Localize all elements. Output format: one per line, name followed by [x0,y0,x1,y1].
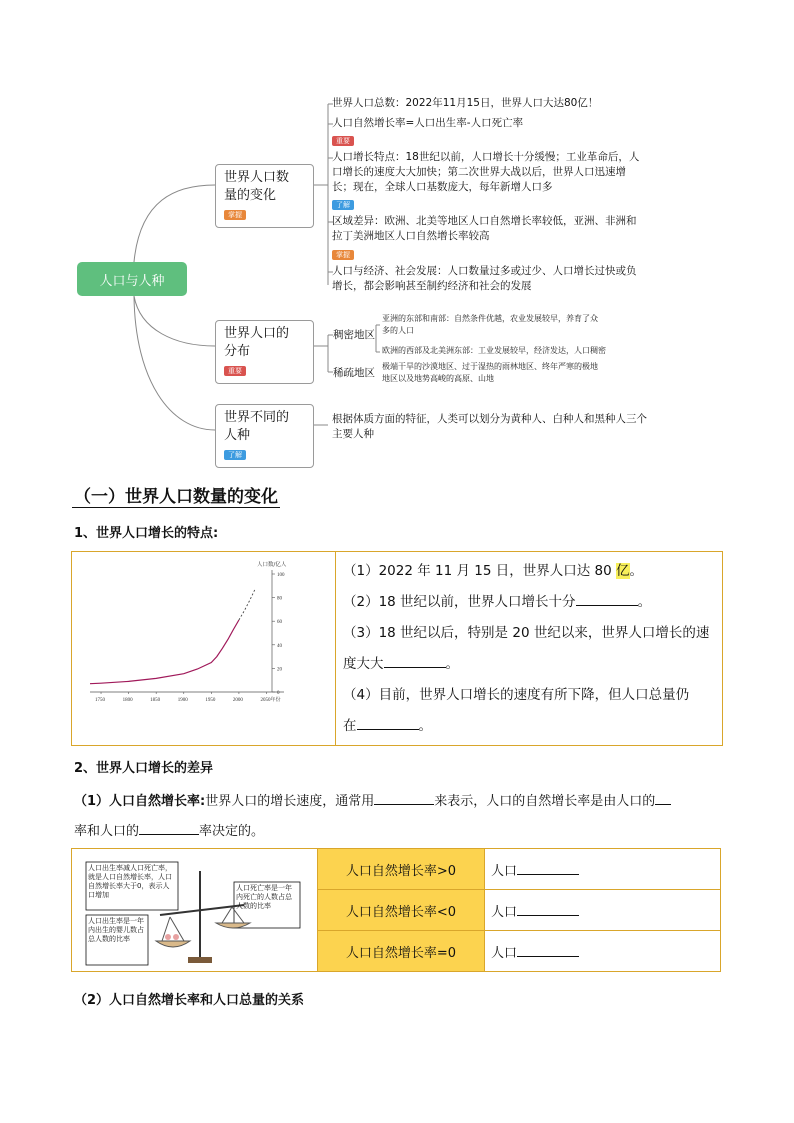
x-tick-label: 1750 [95,698,106,703]
y-tick-label: 0 [277,691,280,696]
fill-blank[interactable] [517,901,579,916]
y-tick-label: 80 [277,596,282,602]
population-line [90,620,239,684]
branch-population-distribution [215,320,314,384]
branch-title-line2: 人种 [224,428,251,443]
leaf-formula: 人口自然增长率=人口出生率-人口死亡率 [332,117,524,129]
feature-line-4a: （4）目前，世界人口增长的速度有所下降，但人口总量仍 [343,687,690,703]
feature-text: （2）18 世纪以前，世界人口增长十分 [343,594,576,610]
highlight-unit: 亿 [616,563,630,579]
population-chart-cell [72,552,336,745]
x-tick-label: 1850 [150,698,161,703]
condition-zero: 人口自然增长率=0 [318,931,485,972]
sparse-item [382,361,598,385]
tag-master: 掌握 [332,250,354,260]
section-title: （一）世界人口数量的变化 [72,482,280,508]
x-tick-label: 2000 [232,698,243,703]
tag-understand: 了解 [332,200,354,210]
growth-features-box [71,551,723,746]
fill-blank[interactable] [517,942,579,957]
leaf-races [332,412,647,442]
illustration-note-natural-growth: 人口出生率减人口死亡率，就是人口自然增长率，人口自然增长率大于0，表示人口增加 [88,864,172,899]
para-line-2 [74,817,734,847]
tag-master: 掌握 [224,210,246,220]
leaf-races-line1: 根据体质方面的特征，人类可以划分为黄种人、白种人和黑种人三个 [332,413,647,425]
para-text: 来表示，人口的自然增长率是由人口的 [434,794,656,809]
tag-understand: 了解 [224,450,246,460]
heading-growth-total-relation: （2）人口自然增长率和人口总量的关系 [74,993,305,1008]
leaf-diff-line2: 拉丁美洲地区人口自然增长率较高 [332,230,490,242]
para-line-1 [74,787,734,817]
dense-item-1 [382,313,598,337]
leaf-features-line1: 人口增长特点：18世纪以前，人口增长十分缓慢；工业革命后，人 [332,151,640,163]
tag-important: 重要 [224,366,246,376]
para-text: 率决定的。 [199,824,265,839]
condition-negative: 人口自然增长率<0 [318,890,485,931]
result-label: 人口 [491,904,518,920]
illustration-cell [72,849,318,972]
period: 。 [418,718,432,734]
x-tick-label: 1950 [205,698,216,703]
leaf-diff-line1: 区域差异：欧洲、北美等地区人口自然增长率较低，亚洲、非洲和 [332,215,637,227]
dense-label: 稠密地区 [333,329,375,341]
branch-title-line2: 量的变化 [224,188,277,203]
branch-races [215,404,314,468]
y-tick-label: 20 [277,667,282,673]
branch-title-line1: 世界人口数 [224,170,290,185]
feature-line-4b [343,711,718,742]
branch-population-change [215,164,314,228]
dense-item-1-line2: 多的人口 [382,326,414,335]
result-label: 人口 [491,945,518,961]
sparse-label: 稀疏地区 [333,367,375,379]
fill-blank[interactable] [357,715,419,730]
fill-blank[interactable] [576,591,638,606]
feature-text: （1）2022 年 11 月 15 日，世界人口达 80 [343,563,617,579]
y-tick-label: 100 [277,573,285,578]
heading-growth-difference: 2、世界人口增长的差异 [74,761,214,776]
period: 。 [629,563,644,579]
heading-growth-features: 1、世界人口增长的特点: [74,526,219,541]
branch-title-line1: 世界人口的 [224,326,290,341]
feature-text: 度大大 [343,656,384,672]
growth-rate-table [71,848,721,972]
leaf-features-line3: 长；现在，全球人口基数庞大，每年新增人口多 [332,181,553,193]
leaf-features [332,150,639,195]
fill-blank[interactable] [139,820,199,835]
leaf-economy [332,264,637,294]
leaf-features-line2: 口增长的速度大大加快；第二次世界大战以后，世界人口迅速增 [332,166,626,178]
y-tick-label: 60 [277,620,282,626]
fill-blank[interactable] [655,790,671,805]
fill-blank[interactable] [384,653,446,668]
x-tick-label: 1800 [122,698,133,703]
fill-blank[interactable] [517,860,579,875]
mindmap-root: 人口与人种 [77,262,187,296]
x-tick-label: 2050年份 [260,698,281,703]
feature-line-3b [343,649,718,680]
result-cell [485,931,721,972]
feature-line-3a: （3）18 世纪以后，特别是 20 世纪以来，世界人口增长的速 [343,625,710,641]
sparse-line2: 地区以及地势高峻的高原、山地 [382,374,494,383]
condition-positive: 人口自然增长率>0 [318,849,485,890]
result-label: 人口 [491,863,518,879]
leaf-total: 世界人口总数：2022年11月15日，世界人口大达80亿！ [332,97,599,109]
branch-title-line1: 世界不同的 [224,410,290,425]
leaf-races-line2: 主要人种 [332,428,374,440]
para-lead: （1）人口自然增长率: [74,794,206,809]
feature-line-2 [343,587,718,618]
dense-item-2: 欧洲的西部及北美洲东部：工业发展较早，经济发达，人口稠密 [382,346,606,355]
result-cell [485,849,721,890]
growth-features-text [343,556,718,742]
result-cell [485,890,721,931]
feature-text: 在 [343,718,357,734]
branch-title-line2: 分布 [224,344,251,359]
sparse-line1: 极端干旱的沙漠地区、过于湿热的雨林地区、终年严寒的极地 [382,362,598,371]
period: 。 [445,656,459,672]
y-tick-label: 40 [277,643,282,649]
para-text: 世界人口的增长速度，通常用 [205,794,375,809]
leaf-econ-line1: 人口与经济、社会发展：人口数量过多或过少、人口增长过快或负 [332,265,637,277]
illustration-note-birth-rate: 人口出生率是一年内出生的婴儿数占总人数的比率 [88,917,144,943]
population-growth-chart [72,552,335,745]
feature-line-1 [343,556,718,587]
table-row [72,849,721,890]
leaf-regional-diff [332,214,637,244]
period: 。 [637,594,652,610]
para-text: 率和人口的 [74,824,140,839]
projection-line [239,588,256,620]
leaf-econ-line2: 增长，都会影响甚至制约经济和社会的发展 [332,280,532,292]
paragraph-natural-growth [74,787,734,847]
dense-item-1-line1: 亚洲的东部和南部：自然条件优越，农业发展较早，养育了众 [382,314,598,323]
tag-important: 重要 [332,136,354,146]
fill-blank[interactable] [374,790,434,805]
y-axis-label: 人口数/亿人 [257,562,287,568]
illustration-note-death-rate: 人口死亡率是一年内死亡的人数占总人数的比率 [236,884,292,910]
x-tick-label: 1900 [177,698,188,703]
